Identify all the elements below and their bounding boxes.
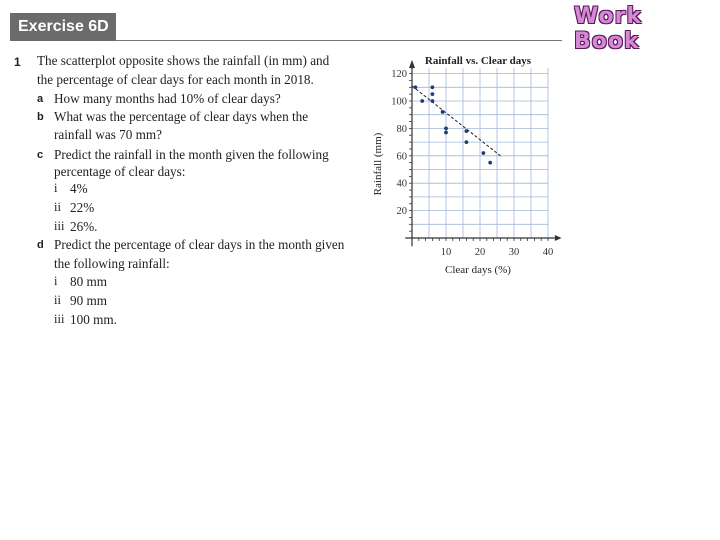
part-d-label: d (37, 239, 44, 251)
part-d-line1: Predict the percentage of clear days in the month given (54, 237, 345, 252)
x-tick-label: 20 (474, 247, 486, 258)
part-c-item-value: 22% (70, 200, 95, 215)
part-d-item-value: 80 mm (70, 274, 107, 289)
part-c-item-value: 26%. (70, 219, 98, 234)
part-d-line2: the following rainfall: (54, 256, 170, 271)
data-point (420, 99, 424, 103)
part-a-label: a (37, 93, 44, 105)
part-b-line1: What was the percentage of clear days when the (54, 109, 309, 124)
scatter-chart (360, 48, 565, 278)
part-a-text: How many months had 10% of clear days? (54, 91, 281, 106)
question-intro-line2: the percentage of clear days for each month in 2018. (37, 72, 314, 87)
y-tick-label: 80 (396, 123, 407, 135)
data-point (431, 85, 435, 89)
data-point (444, 127, 448, 131)
y-axis-arrow (409, 60, 415, 68)
x-axis-arrow (555, 235, 562, 241)
part-c-line2: percentage of clear days: (54, 164, 186, 179)
data-point (488, 161, 492, 165)
exercise-header (10, 13, 116, 41)
question-intro-line1: The scatterplot opposite shows the rainfall (in mm) and (37, 53, 330, 68)
part-c-item-label: ii (54, 200, 61, 214)
chart-title: Rainfall vs. Clear days (424, 55, 532, 67)
part-d-item-value: 100 mm. (70, 312, 117, 327)
part-d-item-label: iii (54, 312, 65, 326)
part-c-label: c (37, 149, 44, 161)
y-tick-label: 20 (396, 206, 407, 218)
x-axis-label: Clear days (%) (445, 264, 511, 276)
x-tick-label: 40 (542, 247, 554, 258)
data-point (482, 151, 486, 155)
data-point (465, 140, 469, 144)
part-c-item-label: i (54, 181, 58, 195)
part-c-item-value: 4% (70, 181, 88, 196)
y-tick-label: 40 (396, 178, 407, 190)
y-tick-label: 100 (391, 96, 407, 108)
data-point (441, 110, 445, 114)
part-d-item-label: ii (54, 293, 61, 307)
header-rule (116, 40, 562, 41)
chart-ticks (391, 69, 553, 258)
exercise-title: Exercise 6D (18, 18, 109, 35)
trend-line (412, 86, 500, 156)
y-tick-label: 120 (391, 69, 407, 81)
x-tick-label: 30 (508, 247, 520, 258)
part-d-item-value: 90 mm (70, 293, 107, 308)
part-c-item-label: iii (54, 219, 65, 233)
part-d-item-label: i (54, 274, 58, 288)
data-point (414, 85, 418, 89)
question-number: 1 (14, 55, 21, 69)
workbook-logo[interactable]: Work Book (574, 4, 643, 54)
y-axis-label: Rainfall (mm) (372, 132, 384, 196)
data-point (465, 129, 469, 133)
data-point (431, 99, 435, 103)
part-b-line2: rainfall was 70 mm? (54, 127, 163, 142)
part-b-label: b (37, 111, 44, 123)
data-point (431, 92, 435, 96)
x-tick-label: 10 (440, 247, 452, 258)
chart-trend (412, 86, 500, 156)
y-tick-label: 60 (396, 151, 407, 163)
part-c-line1: Predict the rainfall in the month given the following (54, 147, 329, 162)
data-point (444, 131, 448, 135)
